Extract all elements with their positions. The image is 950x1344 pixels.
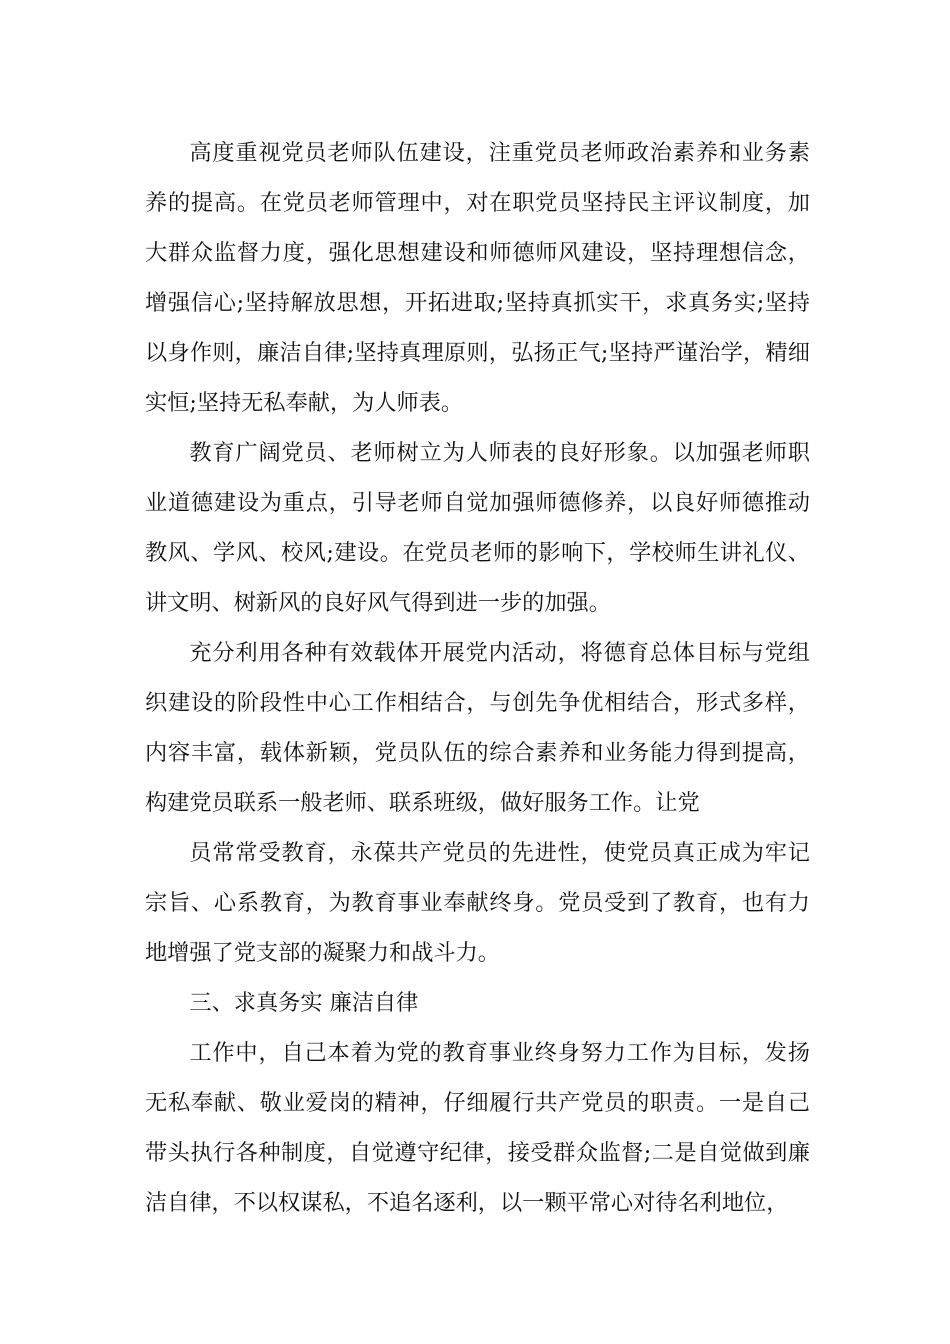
paragraph-education-dedication: 员常常受教育，永葆共产党员的先进性，使党员真正成为牢记宗旨、心系教育，为教育事业奉献终身。党员受到了教育，也有力地增强了党支部的凝聚力和战斗力。 bbox=[145, 840, 810, 966]
paragraph-self-discipline: 工作中，自己本着为党的教育事业终身努力工作为目标，发扬无私奉献、敬业爱岗的精神，仔细履行共产党员的职责。一是自己带头执行各种制度，自觉遵守纪律，接受群众监督;二是自觉做到廉洁自律，不以权谋私，不追名逐利，以一颗平常心对待名利地位， bbox=[145, 1040, 810, 1216]
paragraph-party-activities: 充分利用各种有效载体开展党内活动，将德育总体目标与党组织建设的阶段性中心工作相结合，与创先争优相结合，形式多样，内容丰富，载体新颖，党员队伍的综合素养和业务能力得到提高，构建党员联系一般老师、联系班级，做好服务工作。让党 bbox=[145, 640, 810, 816]
document-body bbox=[145, 128, 810, 1228]
paragraph-role-model: 教育广阔党员、老师树立为人师表的良好形象。以加强老师职业道德建设为重点，引导老师自觉加强师德修养，以良好师德推动教风、学风、校风;建设。在党员老师的影响下，学校师生讲礼仪、讲文明、树新风的良好风气得到进一步的加强。 bbox=[145, 440, 810, 616]
paragraph-teacher-team-building: 高度重视党员老师队伍建设，注重党员老师政治素养和业务素养的提高。在党员老师管理中，对在职党员坚持民主评议制度，加大群众监督力度，强化思想建设和师德师风建设，坚持理想信念，增强信心;坚持解放思想，开拓进取;坚持真抓实干，求真务实;坚持以身作则，廉洁自律;坚持真理原则，弘扬正气;坚持严谨治学，精细实恒;坚持无私奉献，为人师表。 bbox=[145, 140, 810, 416]
section-heading: 三、求真务实 廉洁自律 bbox=[189, 990, 419, 1016]
